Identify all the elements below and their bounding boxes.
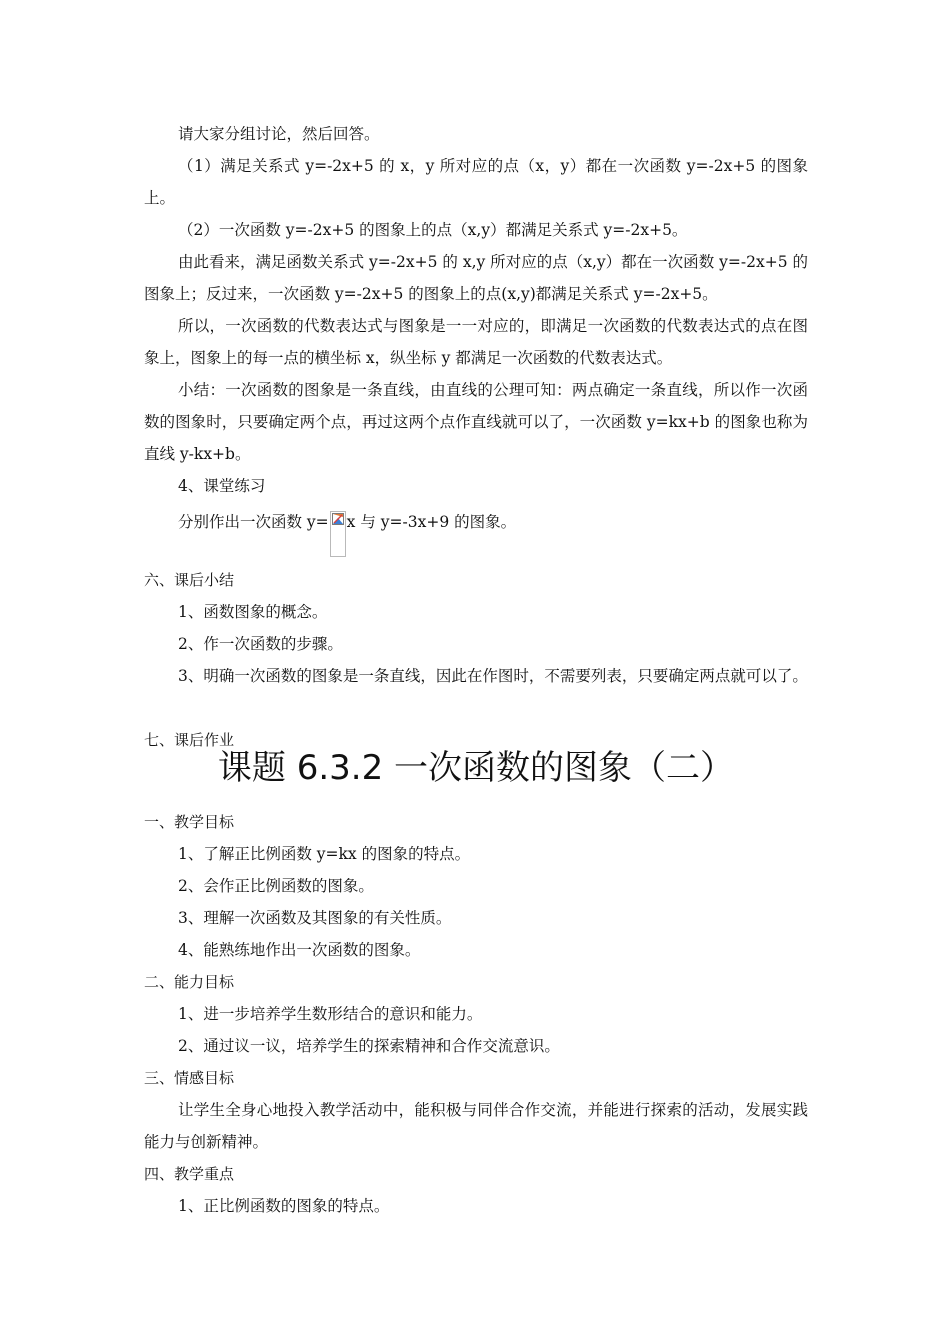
paragraph: 所以，一次函数的代数表达式与图象是一一对应的，即满足一次函数的代数表达式的点在图象上，图象上的每一点的横坐标 x，纵坐标 y 都满足一次函数的代数表达式。 [144,317,808,367]
image-placeholder-icon [332,513,344,525]
paragraph: 请大家分组讨论，然后回答。 [178,125,380,143]
list-item: 2、通过议一议，培养学生的探索精神和合作交流意识。 [178,1037,560,1055]
paragraph: 由此看来，满足函数关系式 y=-2x+5 的 x,y 所对应的点（x,y）都在一次函数 y=-2x+5 的图象上；反过来，一次函数 y=-2x+5 的图象上的点(x,y)都满足关系式 y=-2x+5。 [144,253,808,303]
paragraph: 小结：一次函数的图象是一条直线，由直线的公理可知：两点确定一条直线，所以作一次函数的图象时，只要确定两个点，再过这两个点作直线就可以了，一次函数 y=kx+b 的图象也称为直线 y-kx+b。 [144,381,808,463]
section-heading: 四、教学重点 [144,1165,235,1183]
list-item: 4、能熟练地作出一次函数的图象。 [178,941,421,959]
exercise-paragraph [144,506,808,557]
exercise-text-after: x 与 y=-3x+9 的图象。 [346,513,517,531]
paragraph: 让学生全身心地投入教学活动中，能积极与同伴合作交流，并能进行探索的活动，发展实践能力与创新精神。 [144,1101,808,1151]
section-heading: 六、课后小结 [144,571,235,589]
list-item: 1、进一步培养学生数形结合的意识和能力。 [178,1005,483,1023]
list-item: 2、作一次函数的步骤。 [178,635,343,653]
paragraph: （2）一次函数 y=-2x+5 的图象上的点（x,y）都满足关系式 y=-2x+5。 [178,221,688,239]
lesson-title: 课题 6.3.2 一次函数的图象（二） [217,748,735,788]
section-heading: 七、课后作业 [144,731,235,749]
exercise-text-before: 分别作出一次函数 y= [178,513,329,531]
list-item: 1、函数图象的概念。 [178,603,328,621]
paragraph: （1）满足关系式 y=-2x+5 的 x，y 所对应的点（x，y）都在一次函数 y=-2x+5 的图象上。 [144,157,808,207]
section-heading: 二、能力目标 [144,973,235,991]
list-item: 3、明确一次函数的图象是一条直线，因此在作图时，不需要列表，只要确定两点就可以了。 [178,667,808,685]
list-item: 1、了解正比例函数 y=kx 的图象的特点。 [178,845,471,863]
broken-image-icon [330,511,346,557]
list-item: 2、会作正比例函数的图象。 [178,877,374,895]
list-item: 3、理解一次函数及其图象的有关性质。 [178,909,452,927]
list-item: 1、正比例函数的图象的特点。 [178,1197,390,1215]
section-heading: 三、情感目标 [144,1069,235,1087]
section-heading: 一、教学目标 [144,813,235,831]
paragraph: 4、课堂练习 [178,477,266,495]
